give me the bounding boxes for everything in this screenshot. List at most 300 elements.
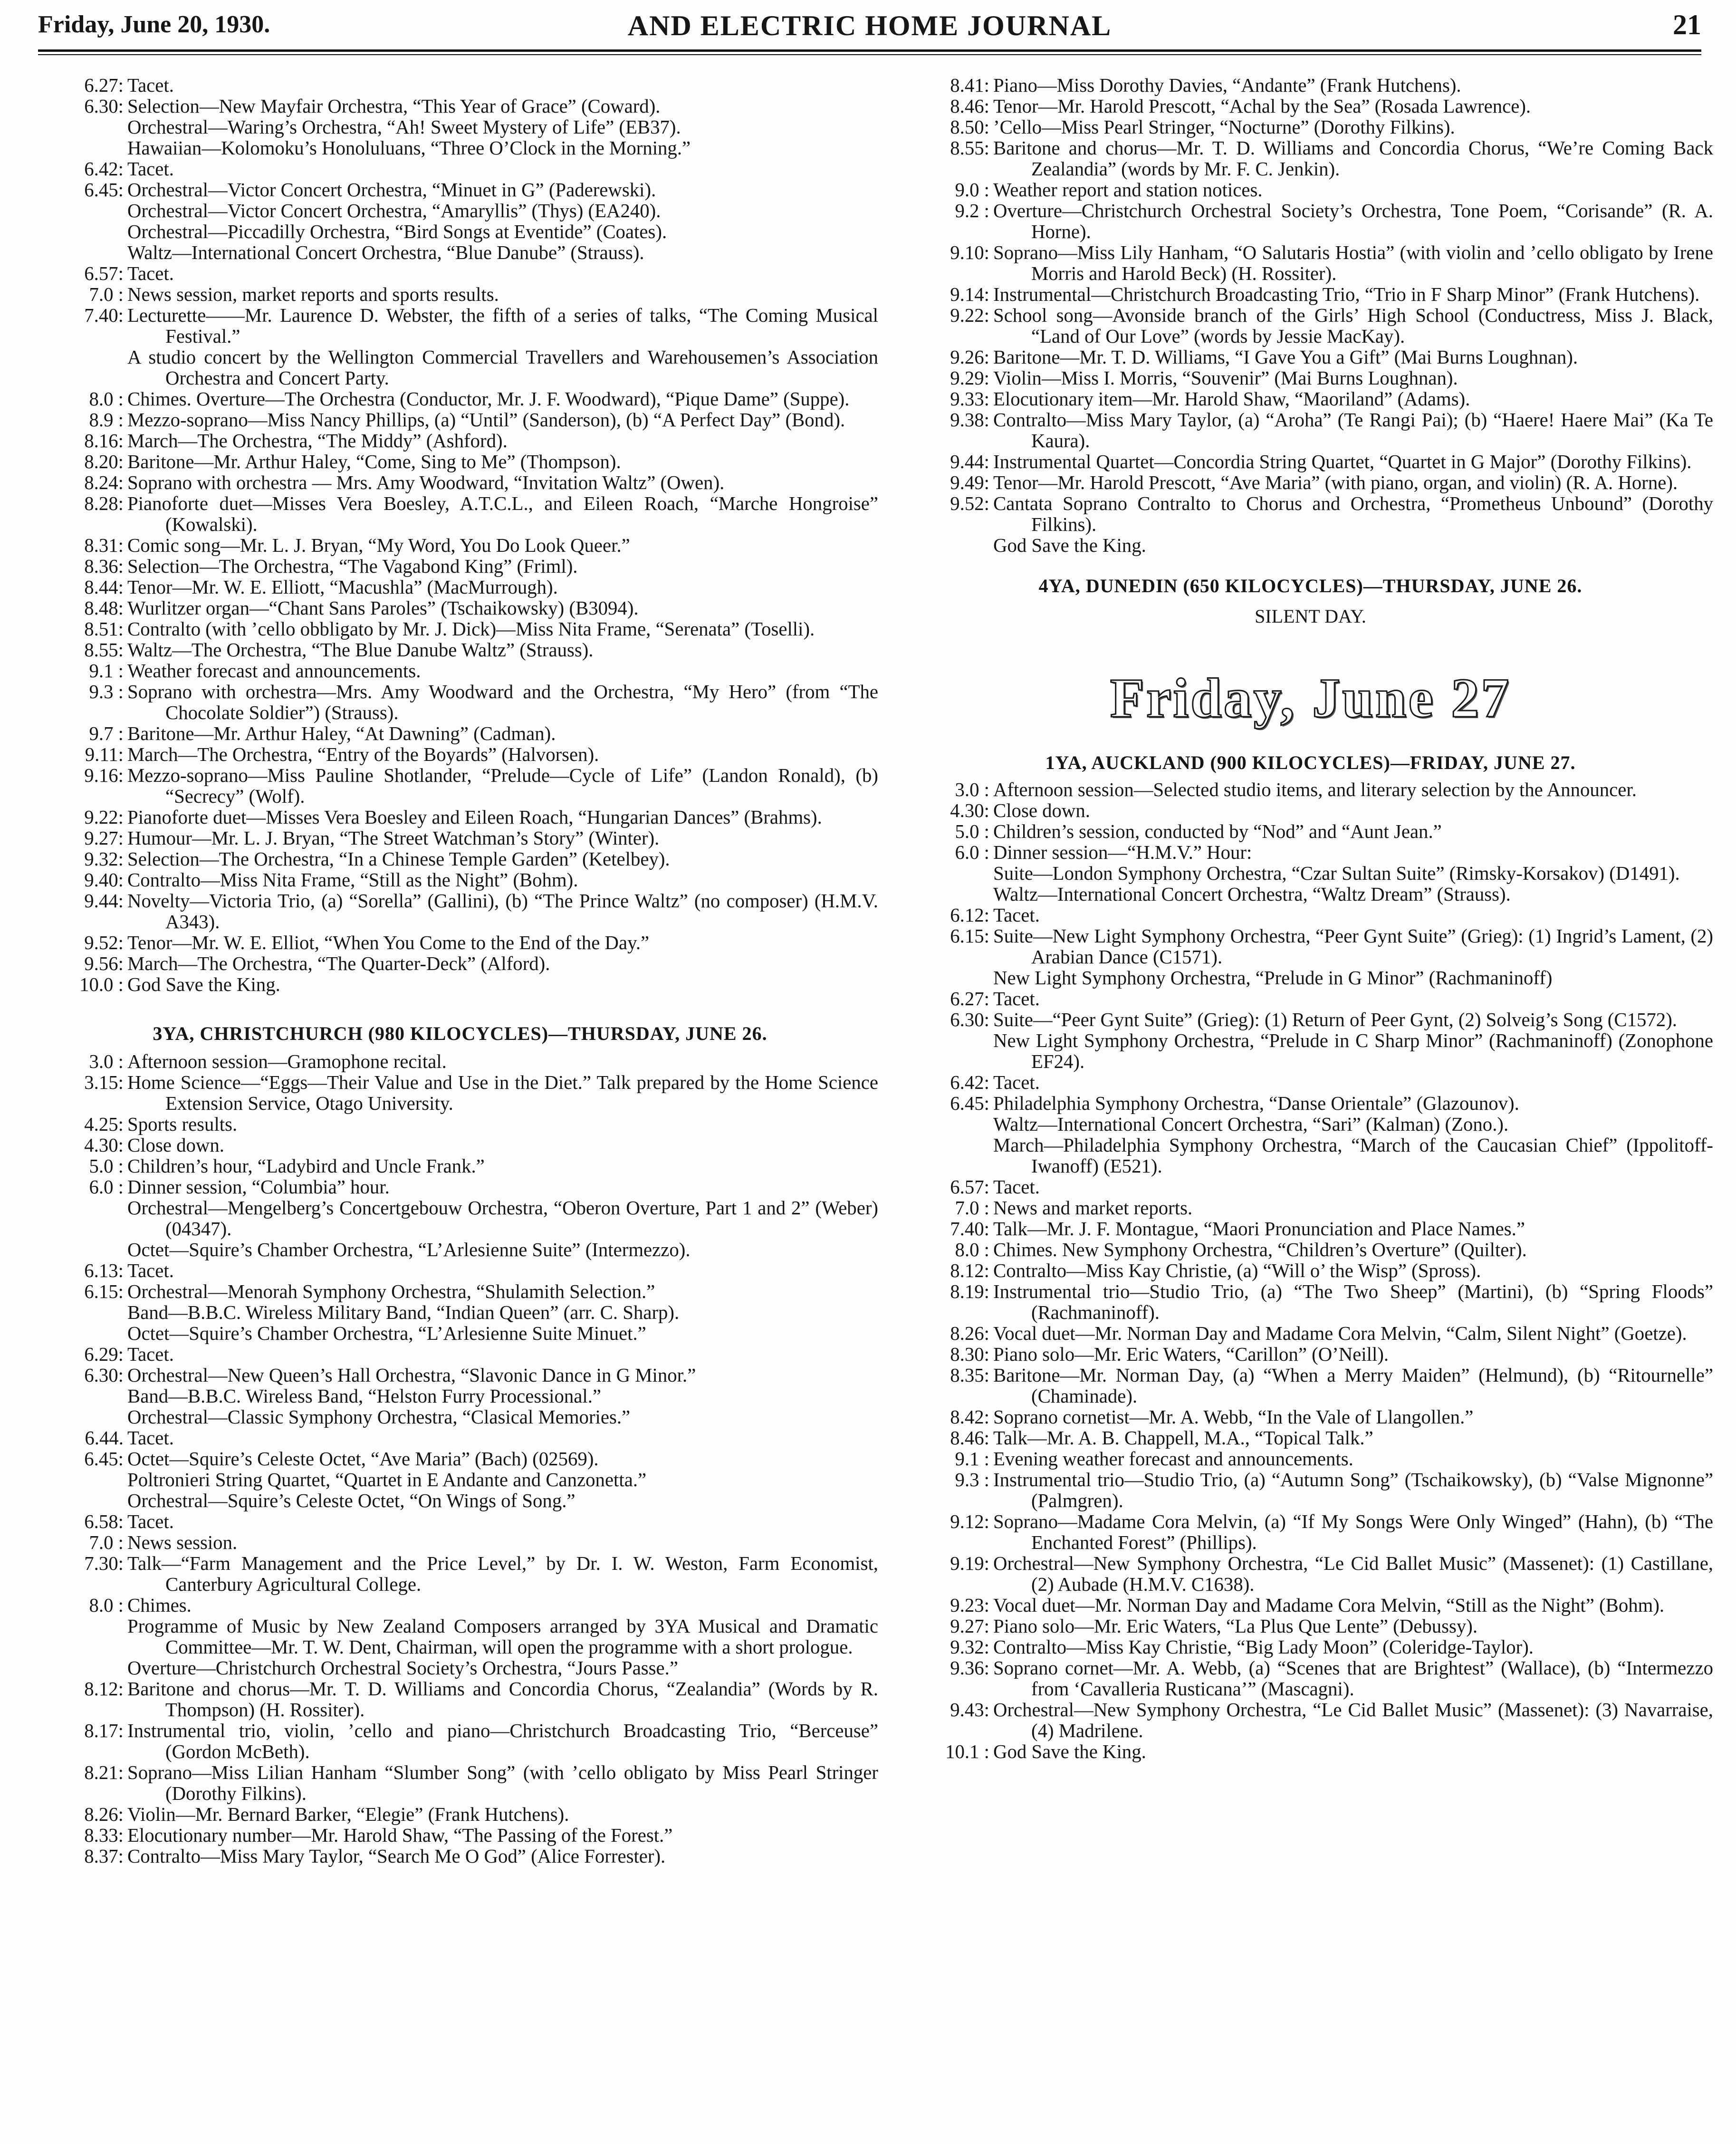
entry-time (908, 863, 993, 884)
programme-entry (42, 891, 878, 933)
entry-text: Orchestral—New Queen’s Hall Orchestra, “Slavonic Dance in G Minor.” (127, 1365, 696, 1386)
programme-entry (908, 1093, 1713, 1114)
entry-time: 8.30: (950, 1344, 989, 1365)
entry-text: School song—Avonside branch of the Girls’ High School (Conductress, Miss J. Black, “Land of Our Love” (words by Jessie MacKay). (993, 305, 1713, 347)
entry-text: Tacet. (127, 1511, 174, 1532)
entry-time (42, 1240, 127, 1260)
friday-title: Friday, June 27 (1110, 667, 1511, 729)
entry-text: Afternoon session—Selected studio items, and literary selection by the Announcer. (993, 779, 1637, 800)
entry-text: Mezzo-soprano—Miss Pauline Shotlander, “Prelude—Cycle of Life” (Landon Ronald), (b) “Secrecy” (Wolf). (127, 765, 878, 807)
entry-time: 8.9 : (89, 409, 124, 431)
programme-entry (42, 1511, 878, 1532)
programme-entry (908, 1449, 1713, 1470)
entry-time: 8.24: (84, 472, 124, 493)
entry-text: Band—B.B.C. Wireless Military Band, “Indian Queen” (arr. C. Sharp). (127, 1302, 680, 1323)
entry-text: Waltz—The Orchestra, “The Blue Danube Waltz” (Strauss). (127, 639, 594, 661)
entry-time: 8.51: (84, 618, 124, 640)
entry-text: Talk—Mr. J. F. Montague, “Maori Pronunciation and Place Names.” (993, 1218, 1525, 1240)
entry-time: 9.44: (84, 890, 124, 912)
entry-time: 8.17: (84, 1720, 124, 1741)
entry-time: 8.0 : (89, 388, 124, 410)
entry-time: 9.11: (85, 744, 124, 765)
entry-text: Sports results. (127, 1114, 238, 1135)
entry-text: Tacet. (993, 904, 1040, 926)
entry-time: 9.1 : (89, 660, 124, 682)
entry-text: Children’s session, conducted by “Nod” and “Aunt Jean.” (993, 821, 1442, 842)
entry-time: 10.0 : (79, 974, 124, 995)
entry-time: 6.57: (950, 1176, 989, 1198)
entry-text: Home Science—“Eggs—Their Value and Use in the Diet.” Talk prepared by the Home Science Extension Service, Otago University. (127, 1072, 878, 1114)
left-column (42, 75, 878, 1867)
programme-entry (42, 1344, 878, 1365)
christchurch-programme-list (42, 1051, 878, 1867)
entry-text: Comic song—Mr. L. J. Bryan, “My Word, You Do Look Queer.” (127, 535, 630, 556)
entry-text: Waltz—International Concert Orchestra, “Blue Danube” (Strauss). (127, 242, 644, 263)
programme-entry (908, 138, 1713, 180)
right-column (908, 75, 1713, 1762)
entry-time: 8.46: (950, 96, 989, 117)
entry-text: Selection—The Orchestra, “In a Chinese Temple Garden” (Ketelbey). (127, 848, 670, 870)
entry-text: God Save the King. (993, 1741, 1146, 1762)
programme-entry (908, 242, 1713, 284)
entry-time (908, 1114, 993, 1135)
entry-text: Orchestral—New Symphony Orchestra, “Le Cid Ballet Music” (Massenet): (3) Navarraise, (4) Madrilene. (993, 1699, 1713, 1741)
entry-time: 10.1 : (945, 1741, 989, 1762)
entry-text: Talk—“Farm Management and the Price Level,” by Dr. I. W. Weston, Farm Economist, Canterbury Agricultural College. (127, 1553, 878, 1595)
programme-entry (908, 926, 1713, 968)
header-rule-thin (38, 54, 1701, 55)
programme-entry (908, 1616, 1713, 1637)
programme-entry (42, 347, 878, 389)
programme-entry (42, 1407, 878, 1428)
entry-time: 9.49: (950, 472, 989, 493)
entry-time: 4.30: (950, 800, 989, 821)
entry-time: 8.12: (950, 1260, 989, 1281)
programme-entry (908, 368, 1713, 389)
programme-entry (42, 389, 878, 410)
entry-text: Contralto—Miss Kay Christie, “Big Lady Moon” (Coleridge-Taylor). (993, 1636, 1534, 1658)
programme-entry (42, 1762, 878, 1804)
entry-text: Dinner session, “Columbia” hour. (127, 1176, 390, 1198)
programme-entry (42, 1260, 878, 1281)
programme-entry (42, 75, 878, 96)
programme-entry (908, 410, 1713, 452)
entry-text: Tacet. (993, 1176, 1040, 1198)
entry-text: Suite—London Symphony Orchestra, “Czar Sultan Suite” (Rimsky-Korsakov) (D1491). (993, 863, 1680, 884)
entry-text: Weather forecast and announcements. (127, 660, 421, 682)
programme-entry (42, 870, 878, 891)
entry-time: 6.27: (84, 75, 124, 96)
entry-text: Novelty—Victoria Trio, (a) “Sorella” (Gallini), (b) “The Prince Waltz” (no composer) (H.M.V. A343). (127, 890, 878, 933)
entry-time: 8.35: (950, 1365, 989, 1386)
entry-time: 3.0 : (89, 1051, 124, 1072)
header-rule (38, 49, 1701, 52)
entry-time: 9.0 : (955, 179, 989, 201)
entry-time: 6.15: (950, 925, 989, 947)
programme-entry (42, 535, 878, 556)
programme-entry (42, 242, 878, 263)
entry-text: March—The Orchestra, “The Middy” (Ashford). (127, 430, 508, 452)
programme-entry (42, 933, 878, 953)
entry-time: 6.45: (950, 1093, 989, 1114)
entry-text: Dinner session—“H.M.V.” Hour: (993, 842, 1252, 863)
programme-entry (908, 1198, 1713, 1219)
programme-entry (908, 305, 1713, 347)
entry-time: 6.45: (84, 1448, 124, 1470)
entry-text: Instrumental—Christchurch Broadcasting Trio, “Trio in F Sharp Minor” (Frank Hutchens). (993, 284, 1700, 305)
entry-time: 6.45: (84, 179, 124, 201)
programme-entry (908, 1260, 1713, 1281)
entry-time: 6.42: (950, 1072, 989, 1093)
programme-entry (908, 1511, 1713, 1553)
dunedin-heading: 4YA, DUNEDIN (650 KILOCYCLES)—THURSDAY, JUNE 26. (1038, 575, 1583, 596)
programme-entry (908, 779, 1713, 800)
programme-entry (908, 968, 1713, 989)
entry-text: Programme of Music by New Zealand Composers arranged by 3YA Musical and Dramatic Committee—Mr. T. W. Dent, Chairman, will open the programme with a short prologue. (127, 1615, 878, 1658)
programme-entry (908, 989, 1713, 1010)
wellington-programme-list (42, 75, 878, 995)
programme-entry (42, 1386, 878, 1407)
entry-text: Chimes. (127, 1595, 192, 1616)
entry-text: Orchestral—Victor Concert Orchestra, “Amaryllis” (Thys) (EA240). (127, 200, 661, 221)
programme-entry (42, 1114, 878, 1135)
entry-time: 9.3 : (955, 1469, 989, 1490)
entry-time: 9.27: (950, 1615, 989, 1637)
entry-text: Pianoforte duet—Misses Vera Boesley, A.T.C.L., and Eileen Roach, “Marche Hongroise” (Kowalski). (127, 493, 878, 535)
entry-time: 9.38: (950, 409, 989, 431)
programme-entry (42, 577, 878, 598)
entry-time: 8.31: (84, 535, 124, 556)
programme-entry (908, 1428, 1713, 1449)
programme-entry (42, 1804, 878, 1825)
programme-entry (908, 389, 1713, 410)
entry-time: 8.37: (84, 1846, 124, 1867)
entry-time (42, 1386, 127, 1407)
entry-time (42, 1323, 127, 1344)
entry-text: Lecturette——Mr. Laurence D. Webster, the fifth of a series of talks, “The Coming Musical Festival.” (127, 305, 878, 347)
entry-text: Instrumental Quartet—Concordia String Quartet, “Quartet in G Major” (Dorothy Filkins). (993, 451, 1692, 472)
entry-text: Overture—Christchurch Orchestral Society’s Orchestra, Tone Poem, “Corisande” (R. A. Horne). (993, 200, 1713, 242)
entry-time (42, 1302, 127, 1323)
programme-entry (908, 1219, 1713, 1240)
entry-time (42, 1616, 127, 1658)
entry-text: Chimes. Overture—The Orchestra (Conductor, Mr. J. F. Woodward), “Pique Dame” (Suppe). (127, 388, 850, 410)
entry-time: 4.30: (84, 1134, 124, 1156)
programme-entry (908, 1700, 1713, 1741)
programme-entry (42, 828, 878, 849)
entry-text: A studio concert by the Wellington Commercial Travellers and Warehousemen’s Association Orchestra and Concert Party. (127, 346, 878, 389)
programme-entry (42, 1198, 878, 1240)
entry-text: Talk—Mr. A. B. Chappell, M.A., “Topical Talk.” (993, 1427, 1373, 1449)
entry-time (42, 347, 127, 389)
programme-entry (908, 347, 1713, 368)
entry-text: Mezzo-soprano—Miss Nancy Phillips, (a) “Until” (Sanderson), (b) “A Perfect Day” (Bond). (127, 409, 845, 431)
programme-entry (42, 661, 878, 682)
programme-entry (908, 1470, 1713, 1511)
entry-time (908, 1135, 993, 1177)
entry-text: Baritone and chorus—Mr. T. D. Williams and Concordia Chorus, “We’re Coming Back Zealandia” (words by Mr. F. C. Jenkin). (993, 137, 1713, 180)
entry-time (42, 242, 127, 263)
entry-time: 9.3 : (89, 681, 124, 702)
programme-entry (42, 431, 878, 452)
entry-text: Piano—Miss Dorothy Davies, “Andante” (Frank Hutchens). (993, 75, 1461, 96)
entry-time: 5.0 : (955, 821, 989, 842)
programme-entry (908, 1741, 1713, 1762)
programme-entry (42, 723, 878, 744)
entry-time: 3.0 : (955, 779, 989, 800)
entry-text: Tacet. (127, 158, 174, 180)
entry-time: 9.12: (950, 1511, 989, 1532)
programme-entry (42, 1323, 878, 1344)
entry-text: Tenor—Mr. W. E. Elliott, “Macushla” (MacMurrough). (127, 577, 558, 598)
entry-time: 7.30: (84, 1553, 124, 1574)
programme-entry (42, 640, 878, 661)
entry-time: 8.19: (950, 1281, 989, 1302)
entry-time: 8.42: (950, 1406, 989, 1428)
programme-entry (908, 884, 1713, 905)
entry-text: March—Philadelphia Symphony Orchestra, “March of the Caucasian Chief” (Ippolitoff-Iwanoff) (E521). (993, 1134, 1713, 1177)
programme-entry (42, 410, 878, 431)
entry-time (42, 117, 127, 138)
programme-entry (908, 1281, 1713, 1323)
entry-text: Elocutionary number—Mr. Harold Shaw, “The Passing of the Forest.” (127, 1825, 673, 1846)
programme-entry (42, 556, 878, 577)
entry-time: 8.36: (84, 556, 124, 577)
entry-time (42, 1470, 127, 1490)
entry-time: 8.44: (84, 577, 124, 598)
programme-entry (42, 472, 878, 493)
entry-text: Selection—New Mayfair Orchestra, “This Year of Grace” (Coward). (127, 96, 661, 117)
entry-time: 6.42: (84, 158, 124, 180)
entry-text: New Light Symphony Orchestra, “Prelude in G Minor” (Rachmaninoff) (993, 967, 1553, 989)
entry-text: Suite—New Light Symphony Orchestra, “Peer Gynt Suite” (Grieg): (1) Ingrid’s Lament, (2) Arabian Dance (C1571). (993, 925, 1713, 968)
entry-time: 8.33: (84, 1825, 124, 1846)
programme-entry (42, 849, 878, 870)
entry-text: Close down. (127, 1134, 224, 1156)
entry-text: Tacet. (993, 1072, 1040, 1093)
programme-entry (42, 1302, 878, 1323)
entry-text: Hawaiian—Kolomoku’s Honoluluans, “Three O’Clock in the Morning.” (127, 137, 691, 159)
entry-text: Orchestral—New Symphony Orchestra, “Le Cid Ballet Music” (Massenet): (1) Castillane, (2) Aubade (H.M.V. C1638). (993, 1553, 1713, 1595)
programme-entry (42, 1365, 878, 1386)
entry-time: 7.0 : (89, 1532, 124, 1553)
programme-entry (908, 905, 1713, 926)
entry-time: 8.48: (84, 597, 124, 619)
entry-text: Instrumental trio—Studio Trio, (a) “Autumn Song” (Tschaikowsky), (b) “Valse Mignonne” (Palmgren). (993, 1469, 1713, 1511)
programme-entry (908, 1637, 1713, 1658)
entry-text: Soprano—Miss Lily Hanham, “O Salutaris Hostia” (with violin and ’cello obligato by Irene Morris and Harold Beck) (H. Rossiter). (993, 242, 1713, 284)
programme-entry (908, 1030, 1713, 1072)
christchurch-programme-continued (908, 75, 1713, 556)
programme-entry (42, 1846, 878, 1867)
entry-time (908, 1030, 993, 1072)
entry-text: Soprano with orchestra—Mrs. Amy Woodward and the Orchestra, “My Hero” (from “The Chocolate Soldier”) (Strauss). (127, 681, 878, 723)
issue-date: Friday, June 20, 1930. (38, 11, 270, 38)
entry-time: 9.40: (84, 869, 124, 891)
entry-text: Soprano cornetist—Mr. A. Webb, “In the Vale of Llangollen.” (993, 1406, 1474, 1428)
programme-entry (42, 1825, 878, 1846)
christchurch-heading: 3YA, CHRISTCHURCH (980 KILOCYCLES)—THURSDAY, JUNE 26. (153, 1023, 767, 1044)
entry-time: 6.13: (84, 1260, 124, 1281)
programme-entry (908, 1323, 1713, 1344)
entry-time: 9.44: (950, 451, 989, 472)
entry-time: 8.16: (84, 430, 124, 452)
entry-time (42, 1198, 127, 1240)
entry-text: Children’s hour, “Ladybird and Uncle Frank.” (127, 1155, 485, 1177)
programme-entry (42, 221, 878, 242)
entry-time: 9.10: (950, 242, 989, 263)
auckland-programme-list (908, 779, 1713, 1762)
entry-time: 6.12: (950, 904, 989, 926)
programme-entry (908, 1407, 1713, 1428)
entry-text: Waltz—International Concert Orchestra, “Sari” (Kalman) (Zono.). (993, 1114, 1509, 1135)
entry-text: Overture—Christchurch Orchestral Society’s Orchestra, “Jours Passe.” (127, 1657, 678, 1679)
entry-text: Soprano with orchestra — Mrs. Amy Woodward, “Invitation Waltz” (Owen). (127, 472, 725, 493)
entry-time: 9.52: (950, 493, 989, 514)
programme-entry (42, 1072, 878, 1114)
entry-time: 8.55: (950, 137, 989, 159)
entry-text: Octet—Squire’s Chamber Orchestra, “L’Arlesienne Suite” (Intermezzo). (127, 1239, 691, 1260)
programme-entry (42, 96, 878, 117)
entry-text: Close down. (993, 800, 1090, 821)
entry-text: March—The Orchestra, “The Quarter-Deck” (Alford). (127, 953, 550, 974)
entry-time: 9.29: (950, 367, 989, 389)
entry-time: 7.40: (84, 305, 124, 326)
entry-time: 8.21: (84, 1762, 124, 1783)
entry-text: Contralto—Miss Kay Christie, (a) “Will o’ the Wisp” (Spross). (993, 1260, 1481, 1281)
entry-time: 9.16: (84, 765, 124, 786)
entry-time: 6.15: (84, 1281, 124, 1302)
page-number: 21 (1673, 9, 1701, 40)
entry-time: 6.30: (84, 96, 124, 117)
programme-entry (908, 1344, 1713, 1365)
entry-text: Suite—“Peer Gynt Suite” (Grieg): (1) Return of Peer Gynt, (2) Solveig’s Song (C1572). (993, 1009, 1677, 1030)
entry-text: Tenor—Mr. W. E. Elliot, “When You Come to the End of the Day.” (127, 932, 650, 953)
entry-text: ’Cello—Miss Pearl Stringer, “Nocturne” (Dorothy Filkins). (993, 116, 1455, 138)
entry-time: 8.46: (950, 1427, 989, 1449)
entry-time: 6.27: (950, 988, 989, 1010)
entry-time: 9.22: (950, 305, 989, 326)
entry-time: 8.0 : (955, 1239, 989, 1260)
programme-entry (42, 180, 878, 201)
programme-entry (42, 1051, 878, 1072)
entry-time: 9.32: (84, 848, 124, 870)
programme-entry (908, 96, 1713, 117)
entry-time: 6.0 : (955, 842, 989, 863)
programme-entry (908, 201, 1713, 242)
entry-text: Baritone—Mr. Norman Day, (a) “When a Merry Maiden” (Helmund), (b) “Ritournelle” (Chaminade). (993, 1365, 1713, 1407)
entry-time: 9.26: (950, 346, 989, 368)
programme-entry (42, 598, 878, 619)
entry-text: Tacet. (127, 1427, 174, 1449)
programme-entry (42, 744, 878, 765)
entry-time (908, 535, 993, 556)
programme-entry (42, 284, 878, 305)
entry-time: 9.23: (950, 1595, 989, 1616)
entry-text: Orchestral—Squire’s Celeste Octet, “On Wings of Song.” (127, 1490, 575, 1511)
entry-text: Elocutionary item—Mr. Harold Shaw, “Maoriland” (Adams). (993, 388, 1470, 410)
programme-entry (908, 493, 1713, 535)
entry-time: 9.2 : (955, 200, 989, 221)
entry-text: Humour—Mr. L. J. Bryan, “The Street Watchman’s Story” (Winter). (127, 827, 660, 849)
programme-entry (42, 159, 878, 180)
entry-text: Tacet. (993, 988, 1040, 1010)
entry-time: 6.30: (84, 1365, 124, 1386)
entry-time: 9.43: (950, 1699, 989, 1721)
programme-entry (42, 1616, 878, 1658)
entry-text: Wurlitzer organ—“Chant Sans Paroles” (Tschaikowsky) (B3094). (127, 597, 639, 619)
programme-entry (42, 974, 878, 995)
entry-time: 8.26: (84, 1804, 124, 1825)
entry-time: 9.14: (950, 284, 989, 305)
entry-time (42, 201, 127, 221)
entry-text: Contralto—Miss Nita Frame, “Still as the Night” (Bohm). (127, 869, 578, 891)
entry-text: Selection—The Orchestra, “The Vagabond King” (Friml). (127, 556, 578, 577)
entry-time: 6.0 : (89, 1176, 124, 1198)
programme-entry (42, 1490, 878, 1511)
entry-text: Soprano—Madame Cora Melvin, (a) “If My Songs Were Only Winged” (Hahn), (b) “The Enchanted Forest” (Phillips). (993, 1511, 1713, 1553)
programme-entry (42, 953, 878, 974)
programme-entry (42, 1470, 878, 1490)
entry-text: Orchestral—Waring’s Orchestra, “Ah! Sweet Mystery of Life” (EB37). (127, 116, 681, 138)
entry-time: 9.32: (950, 1636, 989, 1658)
programme-entry (42, 619, 878, 640)
auckland-heading: 1YA, AUCKLAND (900 KILOCYCLES)—FRIDAY, JUNE 27. (1045, 752, 1576, 773)
entry-text: Soprano—Miss Lilian Hanham “Slumber Song” (with ’cello obligato by Miss Pearl Stringer (Dorothy Filkins). (127, 1762, 878, 1804)
entry-time: 6.29: (84, 1344, 124, 1365)
entry-time (42, 1658, 127, 1679)
entry-text: Philadelphia Symphony Orchestra, “Danse Orientale” (Glazounov). (993, 1093, 1519, 1114)
entry-time: 8.0 : (89, 1595, 124, 1616)
entry-time (42, 138, 127, 159)
entry-time: 9.56: (84, 953, 124, 974)
entry-text: Poltronieri String Quartet, “Quartet in E Andante and Canzonetta.” (127, 1469, 647, 1490)
entry-time: 9.7 : (89, 723, 124, 744)
entry-time: 7.40: (950, 1218, 989, 1240)
programme-entry (42, 1135, 878, 1156)
entry-text: Contralto—Miss Mary Taylor, “Search Me O God” (Alice Forrester). (127, 1846, 666, 1867)
entry-text: Orchestral—Piccadilly Orchestra, “Bird Songs at Eventide” (Coates). (127, 221, 667, 242)
programme-entry (42, 1721, 878, 1762)
programme-entry (42, 493, 878, 535)
programme-entry (42, 1240, 878, 1260)
programme-entry (908, 180, 1713, 201)
programme-entry (42, 138, 878, 159)
entry-text: Violin—Miss I. Morris, “Souvenir” (Mai Burns Loughnan). (993, 367, 1458, 389)
entry-text: Violin—Mr. Bernard Barker, “Elegie” (Frank Hutchens). (127, 1804, 569, 1825)
programme-entry (42, 1177, 878, 1198)
programme-entry (42, 1595, 878, 1616)
entry-time: 7.0 : (955, 1197, 989, 1219)
entry-text: Chimes. New Symphony Orchestra, “Children’s Overture” (Quilter). (993, 1239, 1527, 1260)
programme-entry (908, 472, 1713, 493)
entry-text: Piano solo—Mr. Eric Waters, “Carillon” (O’Neill). (993, 1344, 1389, 1365)
entry-text: Baritone—Mr. Arthur Haley, “Come, Sing to Me” (Thompson). (127, 451, 621, 472)
entry-text: Vocal duet—Mr. Norman Day and Madame Cora Melvin, “Still as the Night” (Bohm). (993, 1595, 1665, 1616)
entry-time: 4.25: (84, 1114, 124, 1135)
programme-entry (42, 765, 878, 807)
entry-time: 6.58: (84, 1511, 124, 1532)
programme-entry (42, 452, 878, 472)
entry-text: Tacet. (127, 1344, 174, 1365)
entry-time: 8.41: (950, 75, 989, 96)
programme-entry (908, 1072, 1713, 1093)
entry-time: 7.0 : (89, 284, 124, 305)
programme-entry (908, 800, 1713, 821)
spacer (42, 995, 878, 1023)
entry-time: 8.26: (950, 1323, 989, 1344)
programme-entry (42, 682, 878, 723)
